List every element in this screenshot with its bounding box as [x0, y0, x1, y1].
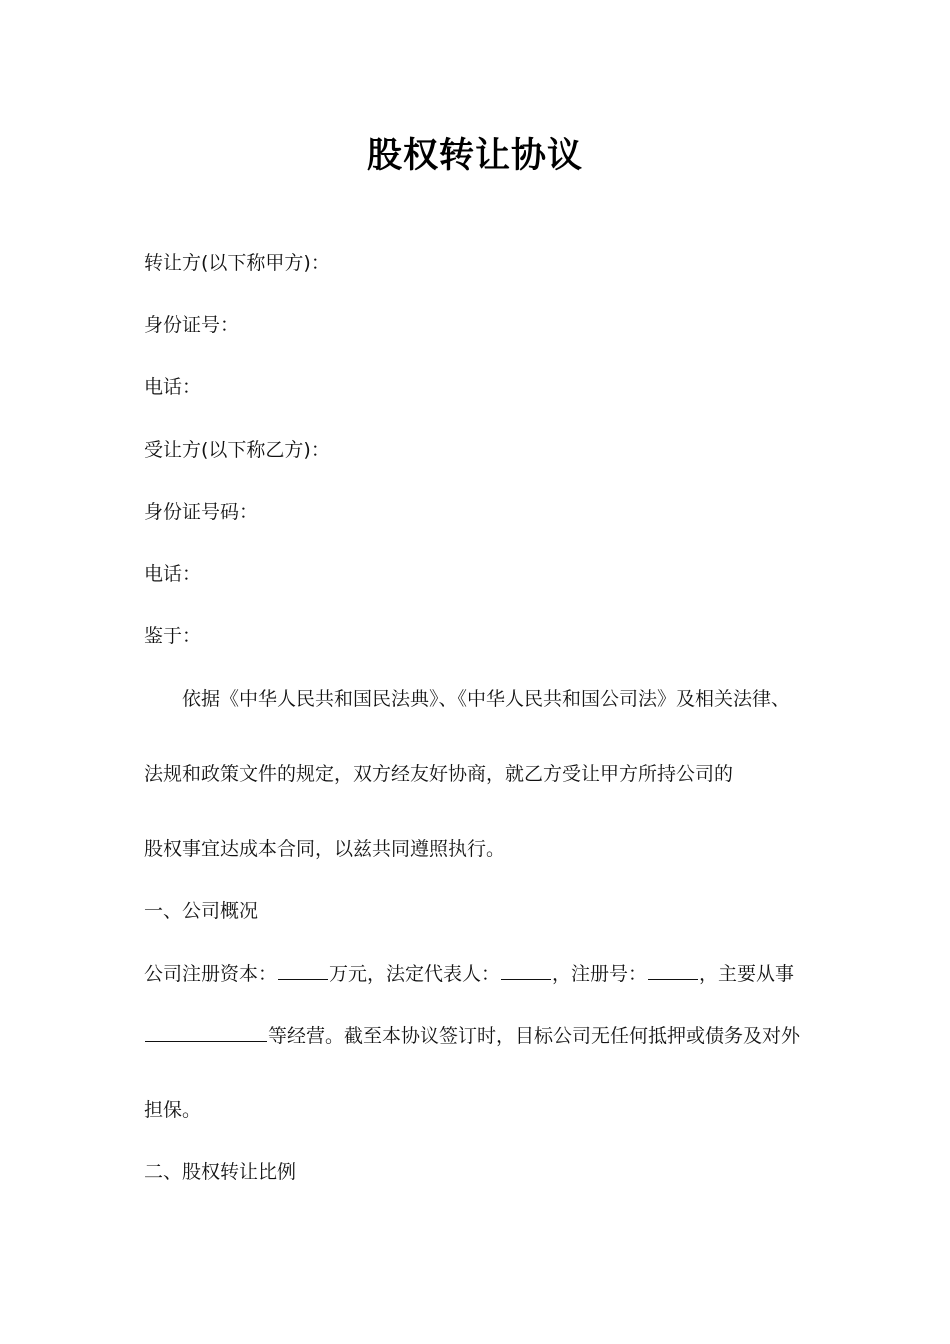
document-title: 股权转让协议	[366, 136, 583, 176]
transferor-phone-label: 电话：	[144, 376, 202, 398]
capital-label: 公司注册资本：	[144, 963, 278, 985]
whereas-label: 鉴于：	[144, 625, 202, 647]
business-blank	[145, 1023, 267, 1042]
transferee-phone-label: 电话：	[144, 563, 202, 585]
transferee-id-label: 身份证号码：	[144, 501, 259, 523]
section-1-heading: 一、公司概况	[144, 900, 259, 922]
business-label: ，主要从事	[699, 963, 795, 985]
preamble-line-3: 股权事宜达成本合同，以兹共同遵照执行。	[144, 838, 506, 860]
company-info-line-2	[144, 1023, 800, 1048]
transferor-id-label: 身份证号：	[144, 314, 240, 336]
legal-rep-blank	[501, 961, 551, 980]
company-info-text-2: 等经营。截至本协议签订时，目标公司无任何抵押或债务及对外	[268, 1025, 801, 1047]
company-info-line-3: 担保。	[144, 1099, 202, 1121]
reg-no-label: ，注册号：	[552, 963, 648, 985]
section-2-heading: 二、股权转让比例	[144, 1161, 297, 1183]
transferor-label: 转让方(以下称甲方)：	[144, 252, 330, 274]
company-info-line-1	[144, 961, 794, 986]
legal-rep-label: 万元，法定代表人：	[329, 963, 501, 985]
transferee-label: 受让方(以下称乙方)：	[144, 439, 330, 461]
capital-blank	[278, 961, 328, 980]
reg-no-blank	[648, 961, 698, 980]
preamble-line-2: 法规和政策文件的规定，双方经友好协商，就乙方受让甲方所持公司的	[144, 763, 734, 785]
preamble-line-1: 依据《中华人民共和国民法典》、《中华人民共和国公司法》及相关法律、	[182, 688, 791, 710]
